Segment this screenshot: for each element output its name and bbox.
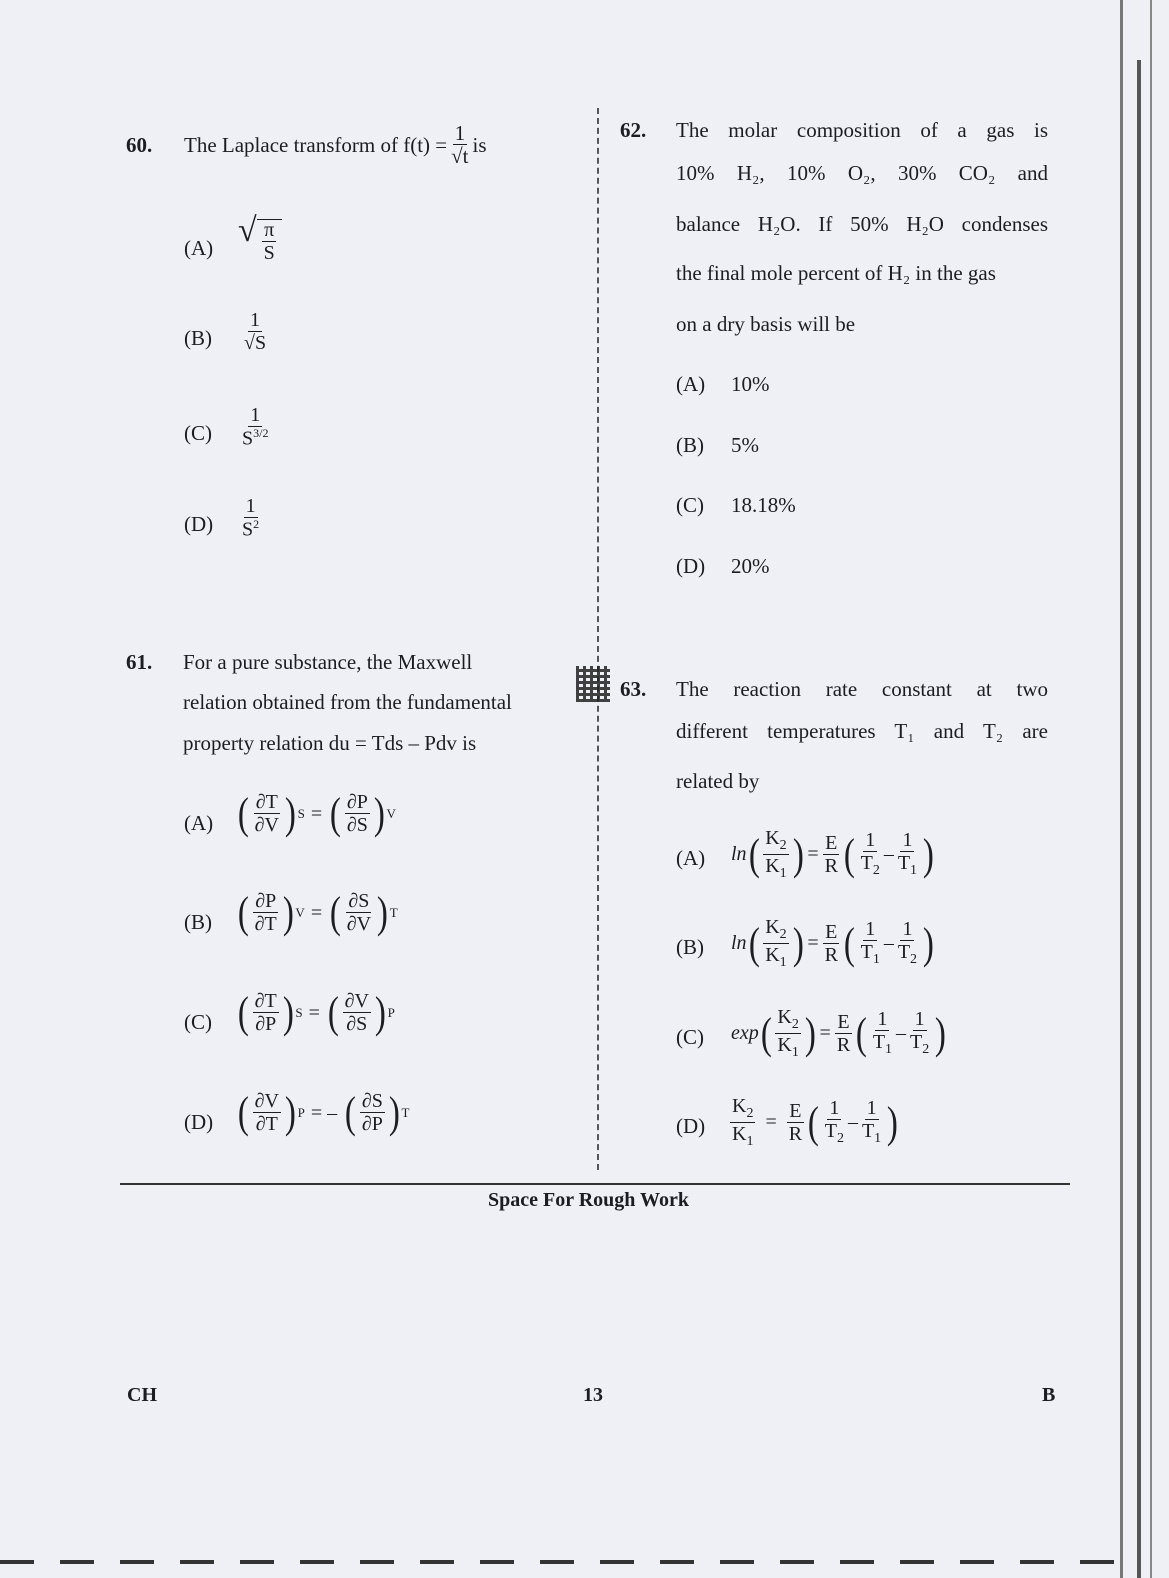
question-line: on a dry basis will be	[676, 312, 856, 336]
page-edge-line	[1120, 0, 1123, 1578]
option-b-label: (B)	[676, 433, 704, 457]
question-text: The Laplace transform of f(t) = $\frac{1}{√t}$ is	[184, 121, 487, 169]
column-divider	[597, 108, 599, 1170]
option-c-label: (C)	[676, 1025, 704, 1049]
question-line: The reaction rate constant at two	[676, 677, 1048, 701]
option-a-label: (A)	[676, 372, 706, 396]
option-d-label: (D)	[676, 1114, 706, 1138]
question-line: For a pure substance, the Maxwell	[183, 650, 473, 674]
option-d-formula: $\frac{1}{S^2}$	[242, 495, 260, 541]
option-b-label: (B)	[184, 326, 212, 350]
option-d-label: (D)	[676, 554, 706, 578]
question-line: property relation du = Tds – Pdv is	[183, 731, 477, 755]
qr-code-icon	[576, 666, 610, 702]
question-line: related by	[676, 769, 760, 793]
page-edge-line	[1137, 60, 1141, 1578]
question-line: the final mole percent of H₂ in the gas	[676, 261, 996, 285]
rough-work-label: Space For Rough Work	[488, 1189, 689, 1211]
option-d-value: 20%	[731, 554, 770, 578]
option-a-formula: √ $\frac{\pi}{S}$	[238, 214, 282, 264]
option-a-formula: ln ( $\frac{K_2}{K_1}$ ) = $\frac{E}{R}$ ( $\frac{1}{T_2}$ – $\frac{1}{T_1}$ )	[731, 827, 934, 881]
option-b-label: (B)	[184, 910, 212, 934]
option-b-formula: $\frac{1}{√S}$	[244, 309, 267, 354]
option-c-formula: exp ( $\frac{K_2}{K_1}$ ) = $\frac{E}{R}$ ( $\frac{1}{T_1}$ – $\frac{1}{T_2}$ )	[731, 1006, 947, 1060]
question-line: 10% H₂, 10% O₂, 30% CO₂ and	[676, 161, 1048, 185]
option-b-value: 5%	[731, 433, 759, 457]
option-a-label: (A)	[184, 236, 214, 260]
option-c-label: (C)	[184, 1010, 212, 1034]
option-d-label: (D)	[184, 1110, 214, 1134]
question-line: relation obtained from the fundamental	[183, 690, 512, 714]
question-number: 63.	[620, 677, 647, 701]
question-line: different temperatures T₁ and T₂ are	[676, 719, 1048, 743]
option-d-label: (D)	[184, 512, 214, 536]
bottom-edge-strip	[0, 1560, 1120, 1564]
option-b-label: (B)	[676, 935, 704, 959]
paper-code: CH	[127, 1384, 157, 1406]
option-d-formula: $\frac{K_2}{K_1}$ = $\frac{E}{R}$ ( $\frac{1}{T_2}$ – $\frac{1}{T_1}$ )	[732, 1095, 898, 1149]
page-number: 13	[583, 1384, 603, 1406]
question-number: 60.	[126, 133, 153, 157]
option-a-formula: ( $\frac{\partial T}{\partial V}$ ) S = ( $\frac{\partial P}{\partial S}$ ) V	[237, 789, 396, 838]
option-b-formula: ( $\frac{\partial P}{\partial T}$ ) V = ( $\frac{\partial S}{\partial V}$ ) T	[237, 888, 398, 937]
option-c-formula: $\frac{1}{S^{3/2}}$	[242, 404, 269, 450]
option-c-label: (C)	[184, 421, 212, 445]
option-c-label: (C)	[676, 493, 704, 517]
option-c-formula: ( $\frac{\partial T}{\partial P}$ ) S = ( $\frac{\partial V}{\partial S}$ ) P	[237, 988, 395, 1037]
option-a-value: 10%	[731, 372, 770, 396]
question-number: 61.	[126, 650, 153, 674]
booklet-series: B	[1042, 1384, 1056, 1406]
page-edge-line	[1150, 0, 1152, 1578]
option-b-formula: ln ( $\frac{K_2}{K_1}$ ) = $\frac{E}{R}$ ( $\frac{1}{T_1}$ – $\frac{1}{T_2}$ )	[731, 916, 934, 970]
option-c-value: 18.18%	[731, 493, 796, 517]
question-line: The molar composition of a gas is	[676, 118, 1048, 142]
option-a-label: (A)	[184, 811, 214, 835]
question-number: 62.	[620, 118, 647, 142]
rough-work-rule	[120, 1183, 1070, 1185]
option-a-label: (A)	[676, 846, 706, 870]
question-line: balance H₂O. If 50% H₂O condenses	[676, 212, 1048, 236]
option-d-formula: ( $\frac{\partial V}{\partial T}$ ) P = – ( $\frac{\partial S}{\partial P}$ ) T	[237, 1088, 410, 1137]
